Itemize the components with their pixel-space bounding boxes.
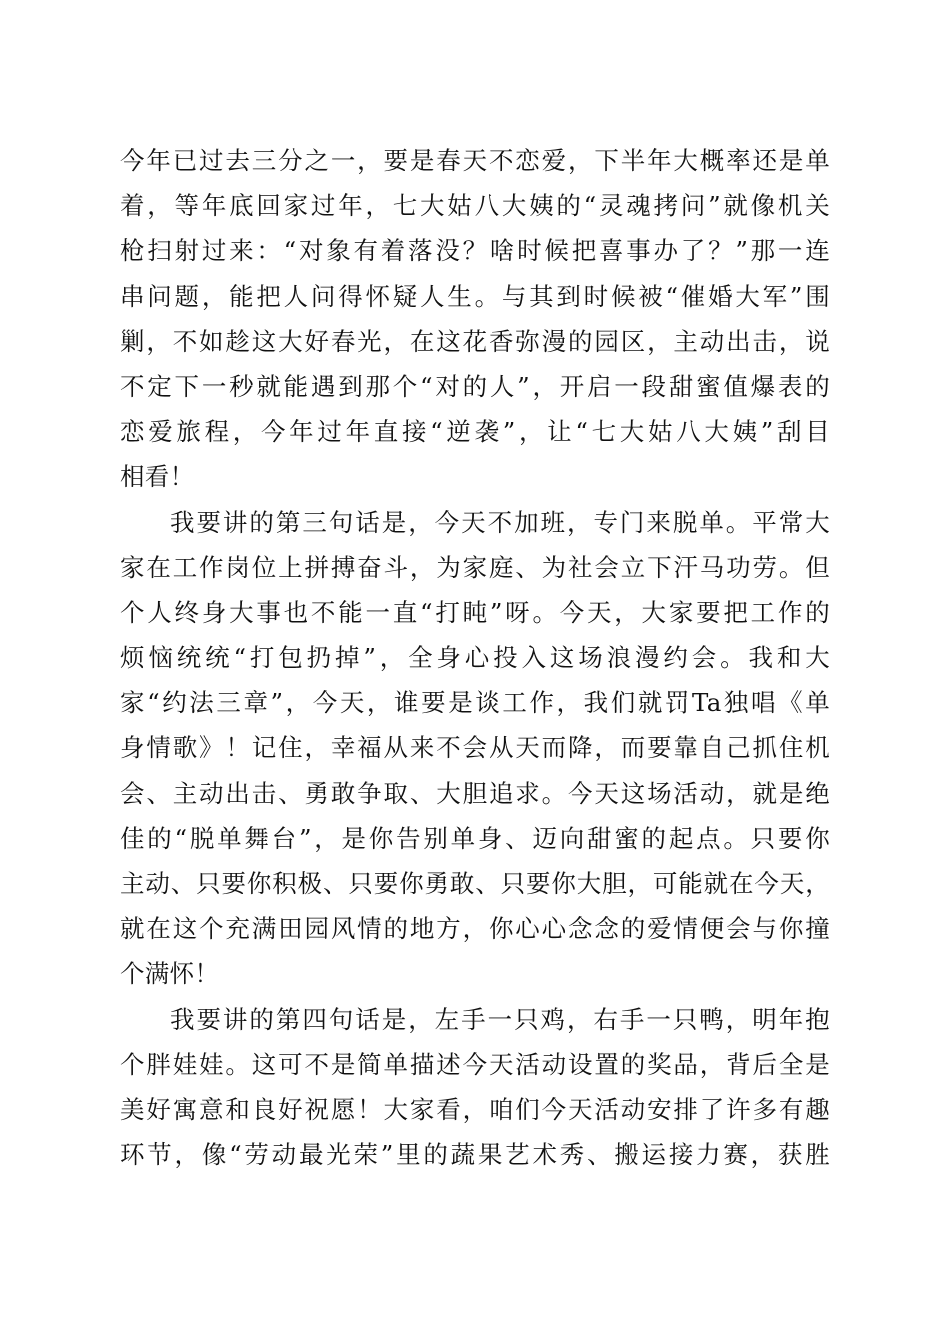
text-line: 剿，不如趁这大好春光，在这花香弥漫的园区，主动出击，说 <box>120 326 830 356</box>
text-line: 我要讲的第四句话是，左手一只鸡，右手一只鸭，明年抱 <box>170 1004 830 1034</box>
paragraph-3 <box>120 997 830 1178</box>
text-line: 今年已过去三分之一，要是春天不恋爱，下半年大概率还是单 <box>120 146 830 175</box>
text-line: 会、主动出击、勇敢争取、大胆追求。今天这场活动，就是绝 <box>120 778 830 808</box>
text-line: 家“约法三章”，今天，谁要是谈工作，我们就罚Ta独唱《单 <box>120 688 830 718</box>
text-line: 着，等年底回家过年，七大姑八大姨的“灵魂拷问”就像机关 <box>120 191 830 221</box>
text-line: 相看！ <box>120 462 195 492</box>
text-line: 个满怀！ <box>120 959 220 989</box>
paragraph-1 <box>120 138 830 500</box>
text-line: 佳的“脱单舞台”，是你告别单身、迈向甜蜜的起点。只要你 <box>120 823 830 853</box>
text-line: 美好寓意和良好祝愿！大家看，咱们今天活动安排了许多有趣 <box>120 1094 830 1124</box>
paragraph-2 <box>120 500 830 997</box>
text-line: 家在工作岗位上拼搏奋斗，为家庭、为社会立下汗马功劳。但 <box>120 552 830 582</box>
text-line: 枪扫射过来：“对象有着落没？啥时候把喜事办了？”那一连 <box>120 236 830 266</box>
text-line: 就在这个充满田园风情的地方，你心心念念的爱情便会与你撞 <box>120 914 830 944</box>
body-text <box>120 138 830 1177</box>
text-line: 恋爱旅程，今年过年直接“逆袭”，让“七大姑八大姨”刮目 <box>120 417 830 447</box>
text-line: 个人终身大事也不能一直“打盹”呀。今天，大家要把工作的 <box>120 597 830 627</box>
text-line: 我要讲的第三句话是，今天不加班，专门来脱单。平常大 <box>170 507 830 537</box>
text-line: 主动、只要你积极、只要你勇敢、只要你大胆，可能就在今天， <box>120 869 830 898</box>
text-line: 环节，像“劳动最光荣”里的蔬果艺术秀、搬运接力赛，获胜 <box>120 1140 830 1170</box>
text-line: 串问题，能把人问得怀疑人生。与其到时候被“催婚大军”围 <box>120 281 830 311</box>
text-line: 不定下一秒就能遇到那个“对的人”，开启一段甜蜜值爆表的 <box>120 371 830 401</box>
text-line: 烦恼统统“打包扔掉”，全身心投入这场浪漫约会。我和大 <box>120 643 830 673</box>
text-line: 个胖娃娃。这可不是简单描述今天活动设置的奖品，背后全是 <box>120 1049 830 1079</box>
text-line: 身情歌》！记住，幸福从来不会从天而降，而要靠自己抓住机 <box>120 733 830 763</box>
